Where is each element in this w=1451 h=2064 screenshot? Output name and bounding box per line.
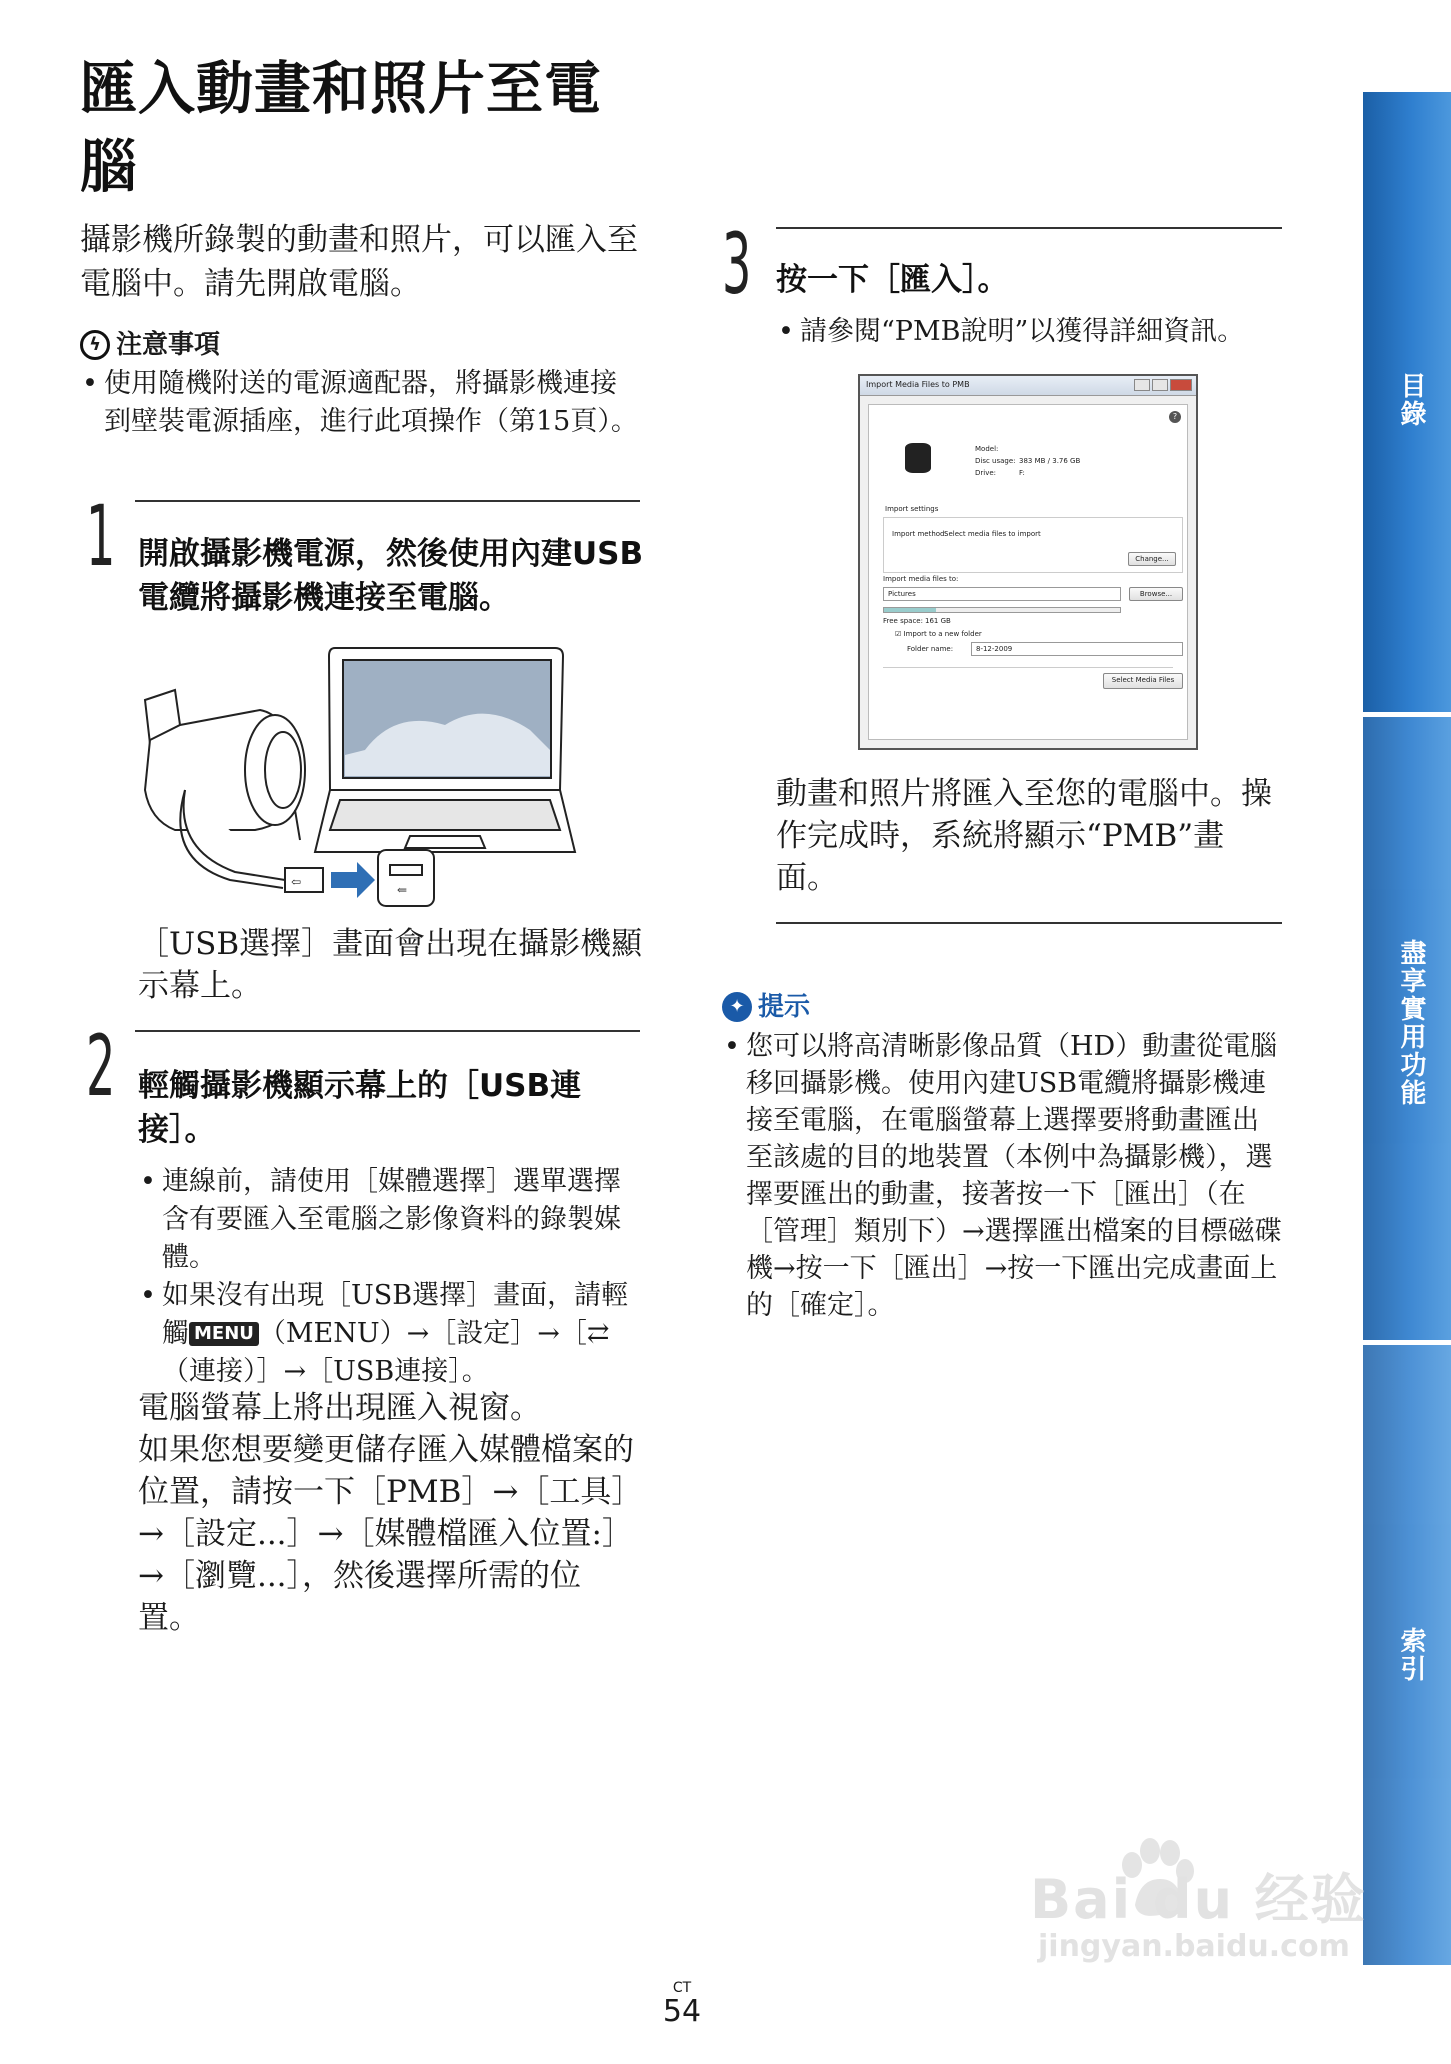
tab-contents[interactable] (1363, 92, 1451, 712)
dialog-title: Import Media Files to PMB (866, 380, 970, 389)
intro-text: 攝影機所錄製的動畫和照片，可以匯入至電腦中。請先開啟電腦。 (80, 222, 638, 302)
close-icon (1170, 379, 1192, 391)
step2-bullets (138, 1163, 638, 1391)
step3-result: 動畫和照片將匯入至您的電腦中。操作完成時，系統將顯示“PMB”畫面。 (776, 776, 1272, 896)
watermark-main: Bai du 经验 (1030, 1868, 1367, 1931)
disc-usage-label: Disc usage: (975, 457, 1016, 465)
disc-usage-value: 383 MB / 3.76 GB (1019, 457, 1081, 465)
import-dialog-screenshot (858, 374, 1198, 750)
dialog-titlebar (860, 376, 1196, 396)
new-folder-checkbox[interactable]: ☑ Import to a new folder (895, 630, 982, 638)
menu-button-icon: MENU (189, 1322, 259, 1346)
baidu-watermark (1030, 1870, 1367, 1964)
step2-title: 輕觸攝影機顯示幕上的［USB連接］。 (138, 1068, 582, 1148)
svg-text:⇐: ⇐ (397, 883, 408, 897)
import-to-label: Import media files to: (883, 575, 959, 583)
drive-value: F: (1019, 469, 1025, 477)
import-method-label: Import method: (892, 530, 947, 538)
step2-bullet-1: • 連線前，請使用［媒體選擇］選單選擇含有要匯入至電腦之影像資料的錄製媒體。 (138, 1163, 638, 1277)
note-list (80, 365, 640, 441)
page-prefix: CT (672, 1980, 692, 1996)
folder-name-input[interactable]: 8-12-2009 (971, 642, 1183, 656)
camcorder-icon (145, 690, 305, 888)
step-divider (135, 1030, 640, 1032)
page-number (662, 1980, 702, 2028)
import-to-select[interactable]: Pictures (883, 587, 1121, 601)
hint-heading (722, 990, 810, 1024)
free-space-bar (883, 607, 1121, 613)
help-icon: ? (1169, 411, 1181, 423)
tab-useful-functions-label: 盡享實用功能 (1396, 939, 1426, 1107)
step3-bullets (776, 313, 1281, 351)
step-number-1: 1 (86, 487, 116, 585)
free-space-label: Free space: (883, 617, 923, 625)
tab-index-label: 索引 (1396, 1627, 1426, 1683)
watermark-url: jingyan.baidu.com (1038, 1929, 1350, 1964)
step-divider (135, 500, 640, 502)
step1-result: ［USB選擇］畫面會出現在攝影機顯示幕上。 (138, 926, 643, 1004)
note-heading (80, 328, 220, 362)
camcorder-laptop-illustration (135, 640, 580, 915)
hint-list (722, 1028, 1282, 1324)
step2-text (138, 1387, 643, 1639)
note-heading-label: 注意事項 (116, 330, 221, 360)
caution-icon: ϟ (80, 330, 110, 360)
step2-bullet-2-pre: 如果沒有出現［USB選擇］畫面，請輕觸 (162, 1280, 629, 1349)
free-space-value: 161 GB (925, 617, 951, 625)
minimize-icon (1134, 379, 1150, 391)
usb-connector-icon (285, 868, 323, 892)
tab-index[interactable] (1363, 1345, 1451, 1965)
step3-title: 按一下［匯入］。 (776, 262, 1009, 298)
step1-title: 開啟攝影機電源，然後使用內建USB電纜將攝影機連接至電腦。 (138, 536, 644, 616)
model-label: Model: (975, 445, 999, 453)
dialog-separator (883, 667, 1173, 668)
maximize-icon (1152, 379, 1168, 391)
drive-label: Drive: (975, 469, 997, 477)
step3-bullet: • 請參閱“PMB說明”以獲得詳細資訊。 (776, 313, 1281, 351)
step-number-2: 2 (86, 1017, 116, 1115)
page-title: 匯入動畫和照片至電腦 (80, 56, 602, 200)
window-controls (1134, 379, 1192, 391)
section-divider (776, 922, 1282, 924)
import-method-value: Select media files to import (944, 530, 1041, 538)
step2-text-1: 電腦螢幕上將出現匯入視窗。 (138, 1390, 541, 1426)
change-button[interactable]: Change... (1128, 552, 1176, 566)
hint-heading-label: 提示 (758, 992, 811, 1022)
step2-bullet-2-post: （MENU）→［設定］→［⇄（連接）］→［USB連接］。 (162, 1318, 610, 1387)
right-arrow-icon (331, 862, 375, 898)
tab-contents-label: 目錄 (1396, 372, 1426, 428)
import-settings-group (883, 517, 1183, 573)
note-item: • 使用隨機附送的電源適配器，將攝影機連接到壁裝電源插座，進行此項操作（第15頁）。 (80, 365, 640, 441)
tab-useful-functions[interactable] (1363, 717, 1451, 1340)
select-media-files-button[interactable]: Select Media Files (1103, 673, 1183, 689)
folder-name-label: Folder name: (907, 645, 954, 653)
svg-text:⇦: ⇦ (291, 875, 302, 889)
lightbulb-icon: ✦ (722, 992, 752, 1022)
page-number-value: 54 (662, 1994, 702, 2029)
laptop-icon (315, 648, 575, 852)
import-settings-label: Import settings (885, 505, 939, 513)
dialog-body (868, 404, 1188, 740)
hint-item: • 您可以將高清晰影像品質（HD）動畫從電腦移回攝影機。使用內建USB電纜將攝影機連接至電腦，在電腦螢幕上選擇要將動畫匯出至該處的目的地裝置（本例中為攝影機），選擇要匯出的動畫，接著按一下［匯出］（在［管理］類別下）→選擇匯出檔案的目標磁碟機→按一下［匯出］→按一下匯出完成畫面上的［確定］。 (722, 1028, 1282, 1324)
step-number-3: 3 (722, 215, 752, 313)
step-divider (776, 227, 1282, 229)
step2-text-2: 如果您想要變更儲存匯入媒體檔案的位置，請按一下［PMB］→［工具］→［設定...］→［媒體檔匯入位置:］→［瀏覽...］，然後選擇所需的位置。 (138, 1432, 643, 1636)
new-folder-label: Import to a new folder (903, 630, 982, 638)
step2-bullet-2 (138, 1277, 638, 1391)
drive-icon (905, 443, 931, 473)
browse-button[interactable]: Browse... (1129, 587, 1183, 601)
